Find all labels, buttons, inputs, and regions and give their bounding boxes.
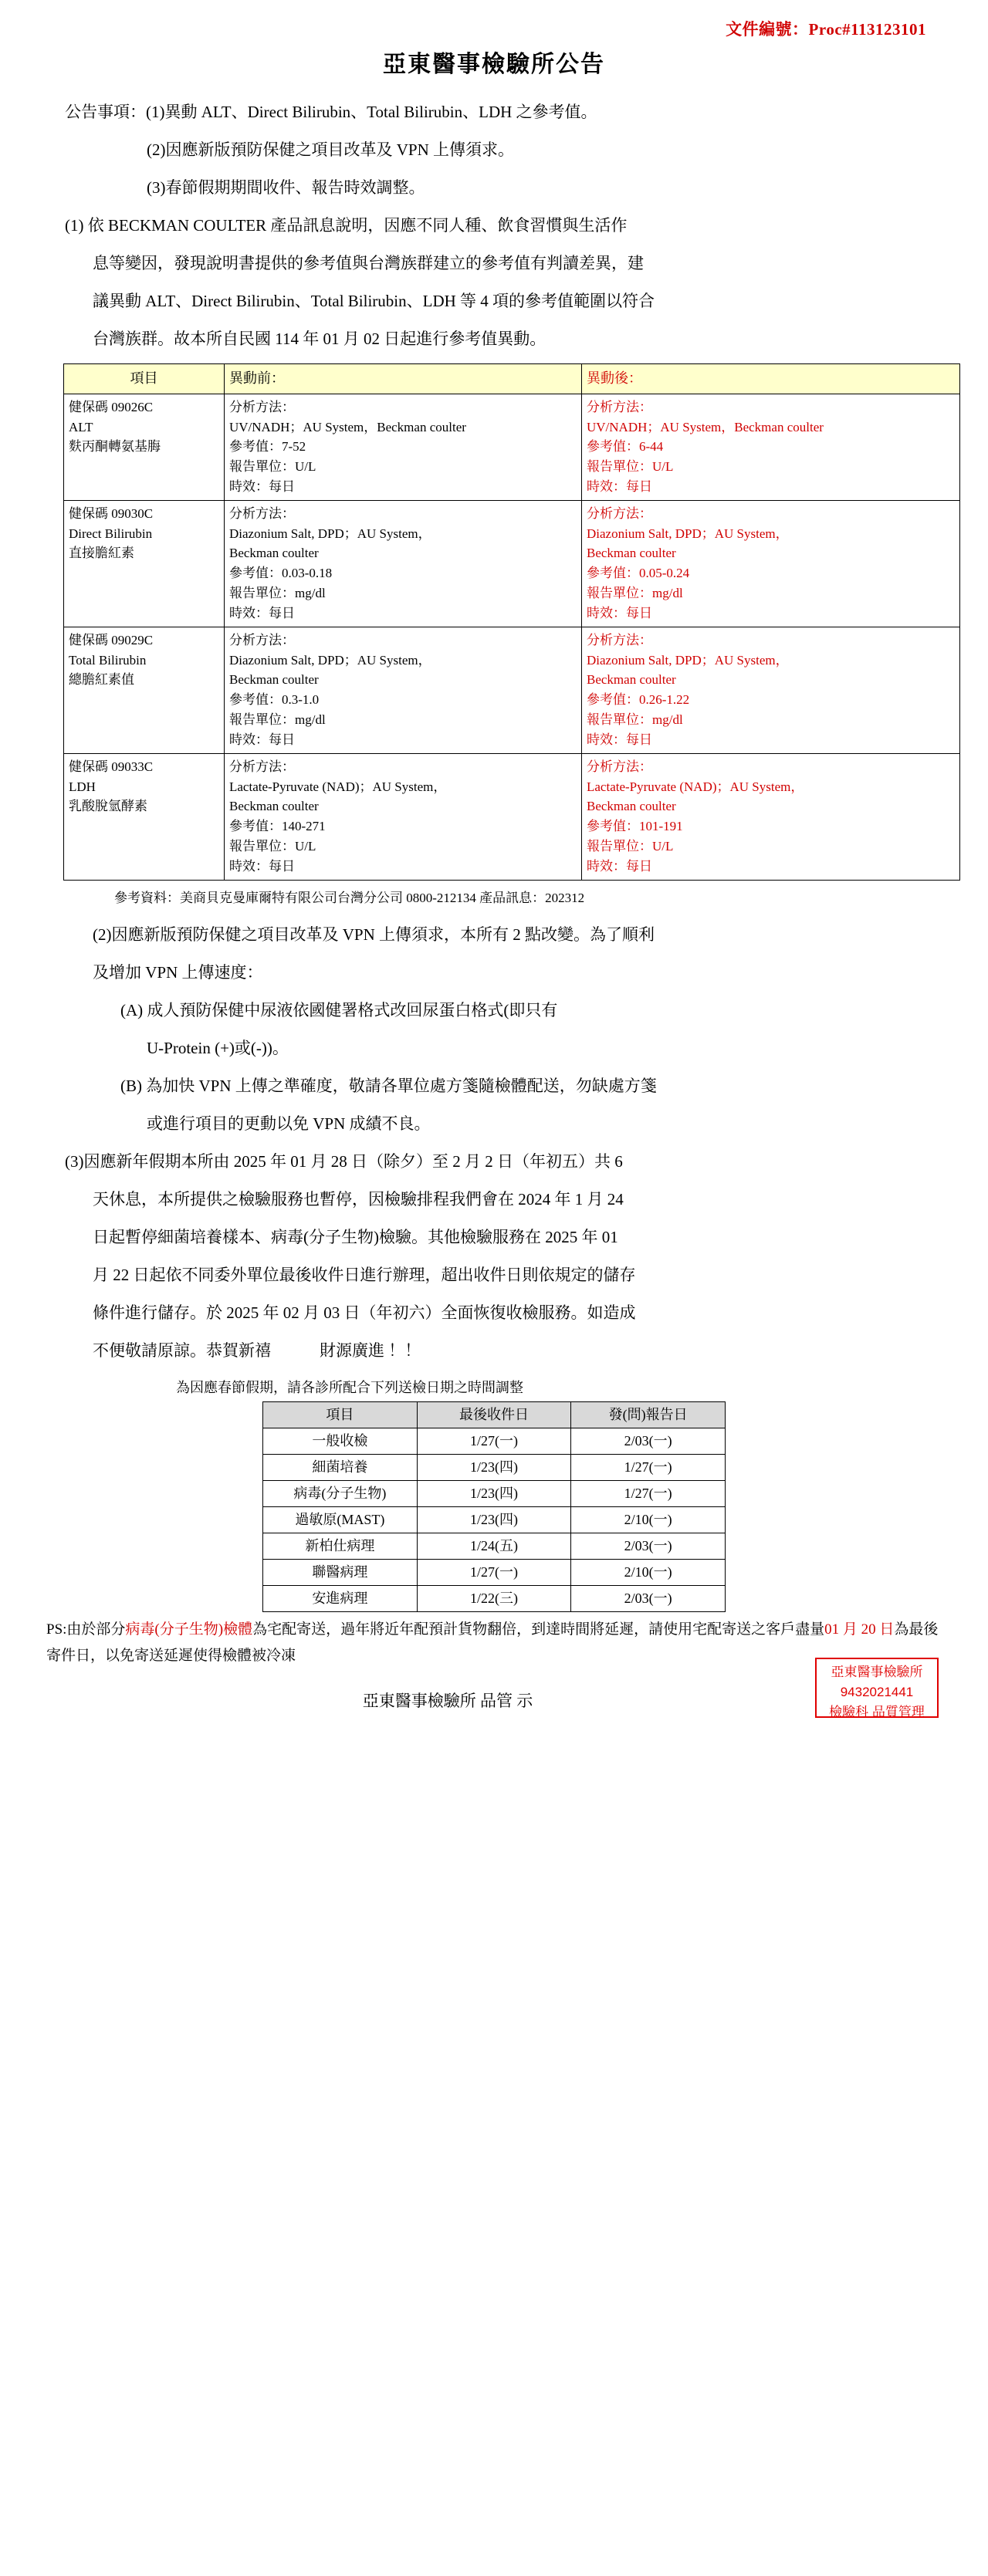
ps-part-2: 為宅配寄送，過年將近年配預計貨物翻倍，到達時間將延遲，請使用宅配寄送之客戶盡量 (252, 1621, 825, 1638)
before-line: Beckman coulter (229, 546, 319, 561)
ps-part-1: PS:由於部分 (46, 1621, 126, 1638)
item-code: 健保碼 09030C (69, 505, 154, 521)
after-line: 報告單位：mg/dl (587, 712, 683, 728)
item-name-zh: 麩丙酮轉氨基脢 (69, 439, 161, 455)
announce-item-1: (1)異動 ALT、Direct Bilirubin、Total Bilirubin、LDH 之參考值。 (146, 103, 597, 121)
before-line: 時效：每日 (229, 479, 295, 494)
before-line: 時效：每日 (229, 858, 295, 874)
section2-item-b-line-2: 或進行項目的更動以免 VPN 成績不良。 (147, 1114, 431, 1133)
section2-line-2: 及增加 VPN 上傳速度： (93, 962, 263, 982)
table-row (64, 500, 960, 627)
sched-last-date: 1/24(五) (417, 1533, 571, 1560)
item-name-en: ALT (69, 419, 93, 434)
announce-item-2: (2)因應新版預防保健之項目改革及 VPN 上傳須求。 (147, 140, 514, 160)
section3-line-2: 天休息，本所提供之檢驗服務也暫停，因檢驗排程我們會在 2024 年 1 月 24 (93, 1190, 624, 1209)
cell-item (64, 627, 225, 753)
before-line: 報告單位：mg/dl (229, 712, 326, 728)
item-code: 健保碼 09029C (69, 632, 154, 647)
section2-item-a-line-2: U-Protein (+)或(-))。 (147, 1038, 289, 1057)
announce-item-3: (3)春節假期期間收件、報告時效調整。 (147, 178, 425, 198)
table-row (263, 1428, 726, 1455)
section3-line-3: 日起暫停細菌培養樣本、病毒(分子生物)檢驗。其他檢驗服務在 2025 年 01 (93, 1228, 618, 1247)
before-line: 報告單位：U/L (229, 839, 316, 854)
before-line: Beckman coulter (229, 672, 319, 688)
section2-item-b-line-1: (B) 為加快 VPN 上傳之準確度，敬請各單位處方箋隨檢體配送，勿缺處方箋 (120, 1076, 657, 1095)
sched-report-date: 1/27(一) (571, 1455, 726, 1481)
item-name-zh: 乳酸脫氫酵素 (69, 799, 147, 814)
table-row (263, 1455, 726, 1481)
document-number: 文件編號：Proc#113123101 (726, 20, 926, 39)
item-code: 健保碼 09026C (69, 399, 154, 414)
after-line: 參考值：0.26-1.22 (587, 692, 690, 708)
after-line: 參考值：0.05-0.24 (587, 566, 690, 581)
after-line: UV/NADH；AU System，Beckman coulter (587, 419, 824, 434)
after-line: Diazonium Salt, DPD；AU System， (587, 526, 789, 541)
table-row (64, 627, 960, 753)
section1-line-3: 議異動 ALT、Direct Bilirubin、Total Bilirubin、LDH 等 4 項的參考值範圍以符合 (93, 292, 655, 311)
before-line: 報告單位：U/L (229, 459, 316, 475)
before-line: 時效：每日 (229, 732, 295, 747)
cell-before (225, 500, 582, 627)
after-line: 分析方法： (587, 505, 652, 521)
before-line: Diazonium Salt, DPD；AU System， (229, 652, 431, 668)
sched-item: 一般收檢 (263, 1428, 418, 1455)
sched-item: 安進病理 (263, 1586, 418, 1612)
before-line: Beckman coulter (229, 799, 319, 814)
after-line: 時效：每日 (587, 479, 652, 494)
before-line: 參考值：140-271 (229, 819, 326, 834)
after-line: Diazonium Salt, DPD；AU System， (587, 652, 789, 668)
cell-before (225, 627, 582, 753)
section1-line-4: 台灣族群。故本所自民國 114 年 01 月 02 日起進行參考值異動。 (93, 330, 546, 349)
stamp-line-1: 亞東醫事檢驗所 (831, 1664, 923, 1679)
before-line: 報告單位：mg/dl (229, 586, 326, 601)
sched-item: 新柏仕病理 (263, 1533, 418, 1560)
item-name-en: Total Bilirubin (69, 652, 147, 668)
stamp-line-3: 檢驗科 品質管理 (829, 1705, 925, 1720)
sched-last-date: 1/22(三) (417, 1586, 571, 1612)
th-after: 異動後： (582, 364, 960, 394)
after-line: 報告單位：U/L (587, 839, 674, 854)
before-line: Lactate-Pyruvate (NAD)；AU System， (229, 779, 447, 794)
schedule-note: 為因應春節假期，請各診所配合下列送檢日期之時間調整 (176, 1380, 523, 1396)
section2-line-1: (2)因應新版預防保健之項目改革及 VPN 上傳須求，本所有 2 點改變。為了順利 (93, 925, 655, 944)
stamp-line-2: 9432021441 (840, 1685, 914, 1700)
before-line: UV/NADH；AU System，Beckman coulter (229, 419, 466, 434)
sched-item: 病毒(分子生物) (263, 1481, 418, 1507)
before-line: 分析方法： (229, 505, 295, 521)
sched-item: 過敏原(MAST) (263, 1507, 418, 1533)
item-code: 健保碼 09033C (69, 759, 154, 774)
section1-line-1: (1) 依 BECKMAN COULTER 產品訊息說明，因應不同人種、飲食習慣與生活作 (65, 216, 628, 235)
before-line: 參考值：0.3-1.0 (229, 692, 320, 708)
official-stamp (815, 1658, 939, 1718)
sched-last-date: 1/27(一) (417, 1428, 571, 1455)
th-item: 項目 (64, 364, 225, 394)
cell-item (64, 394, 225, 500)
table-row (64, 753, 960, 880)
before-line: 分析方法： (229, 632, 295, 647)
table-row (263, 1507, 726, 1533)
table-row (263, 1586, 726, 1612)
sched-last-date: 1/23(四) (417, 1481, 571, 1507)
section3-line-6: 不便敬請原諒。恭賀新禧 財源廣進 ！！ (93, 1341, 421, 1361)
sched-report-date: 2/03(一) (571, 1586, 726, 1612)
sched-item: 細菌培養 (263, 1455, 418, 1481)
schedule-header-row (263, 1402, 726, 1428)
item-name-en: Direct Bilirubin (69, 526, 153, 541)
cell-item (64, 500, 225, 627)
th-sched-item: 項目 (263, 1402, 418, 1428)
after-line: 時效：每日 (587, 858, 652, 874)
item-name-zh: 直接膽紅素 (69, 546, 134, 561)
sched-last-date: 1/23(四) (417, 1507, 571, 1533)
after-line: 報告單位：mg/dl (587, 586, 683, 601)
table-row (263, 1481, 726, 1507)
after-line: 參考值：101-191 (587, 819, 683, 834)
table-header-row (64, 364, 960, 394)
section3-line-1: (3)因應新年假期本所由 2025 年 01 月 28 日（除夕）至 2 月 2 日（年初五）共 6 (65, 1152, 623, 1171)
page-title: 亞東醫事檢驗所公告 (383, 52, 605, 77)
ps-highlight-2: 01 月 20 日 (824, 1621, 895, 1638)
after-line: Beckman coulter (587, 546, 676, 561)
after-line: Lactate-Pyruvate (NAD)；AU System， (587, 779, 804, 794)
ps-part-3: 為最後寄件日，以免寄送延遲使得檢體被冷凍 (46, 1621, 939, 1664)
cell-item (64, 753, 225, 880)
ps-note (46, 1617, 942, 1668)
reference-source: 參考資料：美商貝克曼庫爾特有限公司台灣分公司 0800-212134 產品訊息：202312 (114, 890, 585, 905)
cell-after (582, 500, 960, 627)
th-sched-report-date: 發(問)報告日 (571, 1402, 726, 1428)
before-line: 參考值：7-52 (229, 439, 306, 455)
after-line: 分析方法： (587, 632, 652, 647)
before-line: 參考值：0.03-0.18 (229, 566, 333, 581)
section3-line-5: 條件進行儲存。於 2025 年 02 月 03 日（年初六）全面恢復收檢服務。如造成 (93, 1303, 636, 1323)
after-line: 時效：每日 (587, 732, 652, 747)
cell-after (582, 753, 960, 880)
cell-before (225, 753, 582, 880)
table-row (64, 394, 960, 500)
after-line: Beckman coulter (587, 672, 676, 688)
item-name-en: LDH (69, 779, 96, 794)
cell-before (225, 394, 582, 500)
after-line: 分析方法： (587, 399, 652, 414)
after-line: 參考值：6-44 (587, 439, 664, 455)
signature-line: 亞東醫事檢驗所 品管 示 (362, 1691, 533, 1710)
sched-last-date: 1/27(一) (417, 1560, 571, 1586)
sched-report-date: 1/27(一) (571, 1481, 726, 1507)
sched-item: 聯醫病理 (263, 1560, 418, 1586)
after-line: Beckman coulter (587, 799, 676, 814)
sched-report-date: 2/10(一) (571, 1560, 726, 1586)
before-line: Diazonium Salt, DPD；AU System， (229, 526, 431, 541)
table-row (263, 1560, 726, 1586)
ps-highlight-1: 病毒(分子生物)檢體 (125, 1621, 253, 1638)
announce-label: 公告事項： (65, 103, 146, 121)
sched-report-date: 2/10(一) (571, 1507, 726, 1533)
sched-last-date: 1/23(四) (417, 1455, 571, 1481)
section3-line-4: 月 22 日起依不同委外單位最後收件日進行辦理，超出收件日則依規定的儲存 (93, 1266, 636, 1285)
cell-after (582, 627, 960, 753)
th-sched-last-date: 最後收件日 (417, 1402, 571, 1428)
before-line: 分析方法： (229, 759, 295, 774)
before-line: 分析方法： (229, 399, 295, 414)
announce-line-1 (65, 96, 942, 129)
sched-report-date: 2/03(一) (571, 1533, 726, 1560)
table-row (263, 1533, 726, 1560)
section2-item-a-line-1: (A) 成人預防保健中尿液依國健署格式改回尿蛋白格式(即只有 (120, 1000, 558, 1019)
item-name-zh: 總膽紅素值 (69, 672, 134, 688)
after-line: 報告單位：U/L (587, 459, 674, 475)
after-line: 分析方法： (587, 759, 652, 774)
schedule-table (262, 1401, 726, 1612)
th-before: 異動前： (225, 364, 582, 394)
section1-line-2: 息等變因，發現說明書提供的參考值與台灣族群建立的參考值有判讀差異，建 (93, 254, 644, 273)
cell-after (582, 394, 960, 500)
after-line: 時效：每日 (587, 605, 652, 620)
sched-report-date: 2/03(一) (571, 1428, 726, 1455)
reference-change-table (63, 363, 960, 880)
before-line: 時效：每日 (229, 605, 295, 620)
